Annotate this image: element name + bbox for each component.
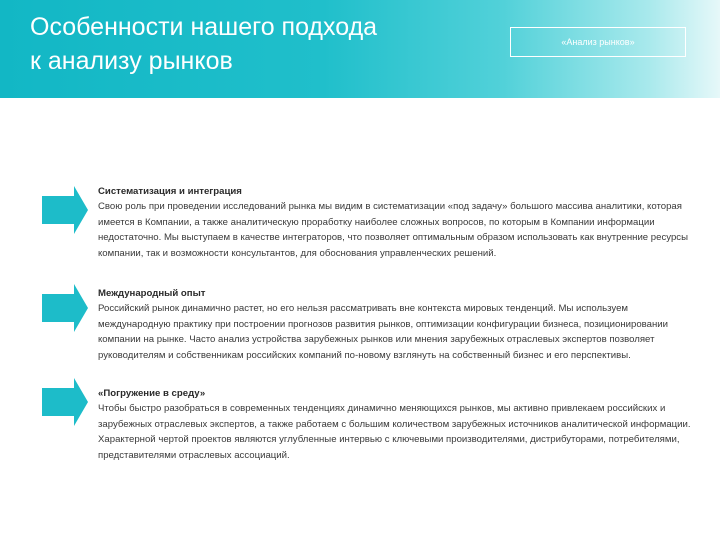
title-line-1: Особенности нашего подхода: [30, 13, 378, 41]
section-body: Чтобы быстро разобраться в современных тенденциях динамично меняющихся рынков, мы активно привлекаем российских и зарубежных отраслевых экспертов, а также работаем с большим количеством зарубежных источников аналитической информации. Характерной чертой проектов являются углубленные интервью с ключевыми производителями, дистрибуторами, потребителями, представителями отраслевых ассоциаций.: [98, 403, 691, 461]
section-text: [98, 386, 700, 463]
section-text: [98, 286, 700, 363]
section-heading: «Погружение в среду»: [98, 388, 206, 399]
arrow-right-icon: [42, 378, 88, 426]
title-line-2: к анализу рынков: [30, 47, 233, 75]
section-body: Российский рынок динамично растет, но его нельзя рассматривать вне контекста мировых тенденций. Мы используем международную практику при построении прогнозов развития рынков, оптимизации конфигурации бизнеса, позиционировании компании на рынке. Часто анализ устройства зарубежных рынков или мнения зарубежных отраслевых экспертов позволяет руководителям и собственникам российских компаний по-новому взглянуть на собственный бизнес и его перспективы.: [98, 303, 669, 361]
page-title: [30, 10, 470, 78]
arrow-right-icon: [42, 284, 88, 332]
section-body: Свою роль при проведении исследований рынка мы видим в систематизации «под задачу» большого массива аналитики, которая имеется в Компании, а также аналитическую проработку наиболее сложных вопросов, по которым в Компании информации недостаточно. Мы выступаем в качестве интеграторов, что позволяет оптимальным образом использовать как внутренние ресурсы компании, так и возможности консультантов, для обоснования управленческих решений.: [98, 201, 688, 259]
section-heading: Международный опыт: [98, 288, 206, 299]
section-text: [98, 184, 700, 261]
arrow-right-icon: [42, 186, 88, 234]
market-analysis-button[interactable]: «Анализ рынков»: [510, 27, 686, 57]
section-heading: Систематизация и интеграция: [98, 186, 242, 197]
header-banner: [0, 0, 720, 98]
